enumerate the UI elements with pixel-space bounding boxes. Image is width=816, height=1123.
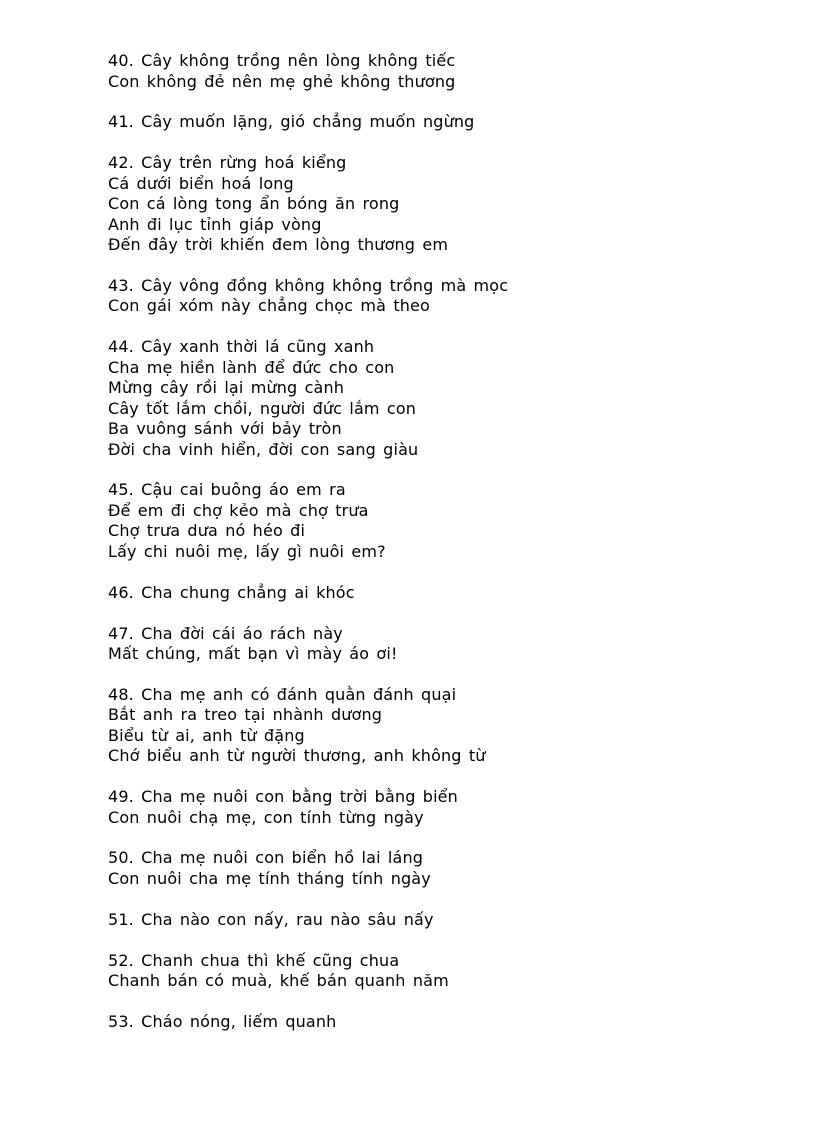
proverb-line: 44. Cây xanh thời lá cũng xanh [108,337,375,357]
proverb-line: Mất chúng, mất bạn vì mày áo ơi! [108,644,398,664]
proverb-line: Để em đi chợ kẻo mà chợ trưa [108,500,369,520]
proverb-46 [108,583,788,604]
proverb-45 [108,480,788,562]
proverb-line: Biểu từ ai, anh từ đặng [108,725,305,745]
proverb-47 [108,624,788,665]
proverb-line: 47. Cha đời cái áo rách này [108,623,343,643]
proverb-42 [108,153,788,256]
proverb-line: Chanh bán có muà, khế bán quanh năm [108,971,449,991]
proverb-49 [108,787,788,828]
proverb-line: Chớ biểu anh từ người thương, anh không từ [108,746,486,766]
proverb-line: Anh đi lục tỉnh giáp vòng [108,214,322,234]
proverb-line: 52. Chanh chua thì khế cũng chua [108,950,400,970]
proverb-line: Cá dưới biển hoá long [108,173,294,193]
proverb-line: Cây tốt lắm chồi, người đức lắm con [108,398,417,418]
proverb-line: Ba vuông sánh với bảy tròn [108,419,342,439]
proverb-line: Chợ trưa dưa nó héo đi [108,521,306,541]
proverb-line: 51. Cha nào con nấy, rau nào sâu nấy [108,909,434,929]
proverb-40 [108,51,788,92]
proverb-line: 50. Cha mẹ nuôi con biển hồ lai láng [108,848,424,868]
proverb-line: Con nuôi chạ mẹ, con tính từng ngày [108,807,424,827]
proverb-line: Lấy chi nuôi mẹ, lấy gì nuôi em? [108,541,386,561]
proverb-line: 45. Cậu cai buông áo em ra [108,480,346,500]
proverb-line: 42. Cây trên rừng hoá kiểng [108,153,347,173]
proverb-48 [108,685,788,767]
proverb-line: Con gái xóm này chẳng chọc mà theo [108,296,430,316]
proverb-line: 41. Cây muốn lặng, gió chẳng muốn ngừng [108,112,475,132]
proverb-line: 53. Cháo nóng, liếm quanh [108,1011,337,1031]
proverb-44 [108,337,788,460]
proverb-line: 40. Cây không trồng nên lòng không tiếc [108,51,456,70]
proverb-line: 49. Cha mẹ nuôi con bằng trời bằng biển [108,787,458,807]
proverb-line: 48. Cha mẹ anh có đánh quằn đánh quại [108,684,457,704]
proverb-52 [108,951,788,992]
proverb-line: Đời cha vinh hiển, đời con sang giàu [108,439,419,459]
proverb-line: Bắt anh ra treo tại nhành dương [108,705,383,725]
proverb-51 [108,910,788,931]
proverb-line: Mừng cây rồi lại mừng cành [108,378,345,398]
proverb-line: Con không đẻ nên mẹ ghẻ không thương [108,71,456,91]
proverb-53 [108,1012,788,1033]
proverb-line: 43. Cây vông đồng không không trồng mà mọc [108,275,509,295]
proverb-50 [108,848,788,889]
proverb-line: 46. Cha chung chẳng ai khóc [108,582,355,602]
proverb-43 [108,276,788,317]
document-page [108,51,788,1053]
proverb-line: Cha mẹ hiền lành để đức cho con [108,357,395,377]
proverb-line: Con cá lòng tong ẩn bóng ăn rong [108,194,400,214]
proverb-line: Đến đây trời khiến đem lòng thương em [108,235,449,255]
proverb-line: Con nuôi cha mẹ tính tháng tính ngày [108,868,431,888]
proverb-41 [108,112,788,133]
